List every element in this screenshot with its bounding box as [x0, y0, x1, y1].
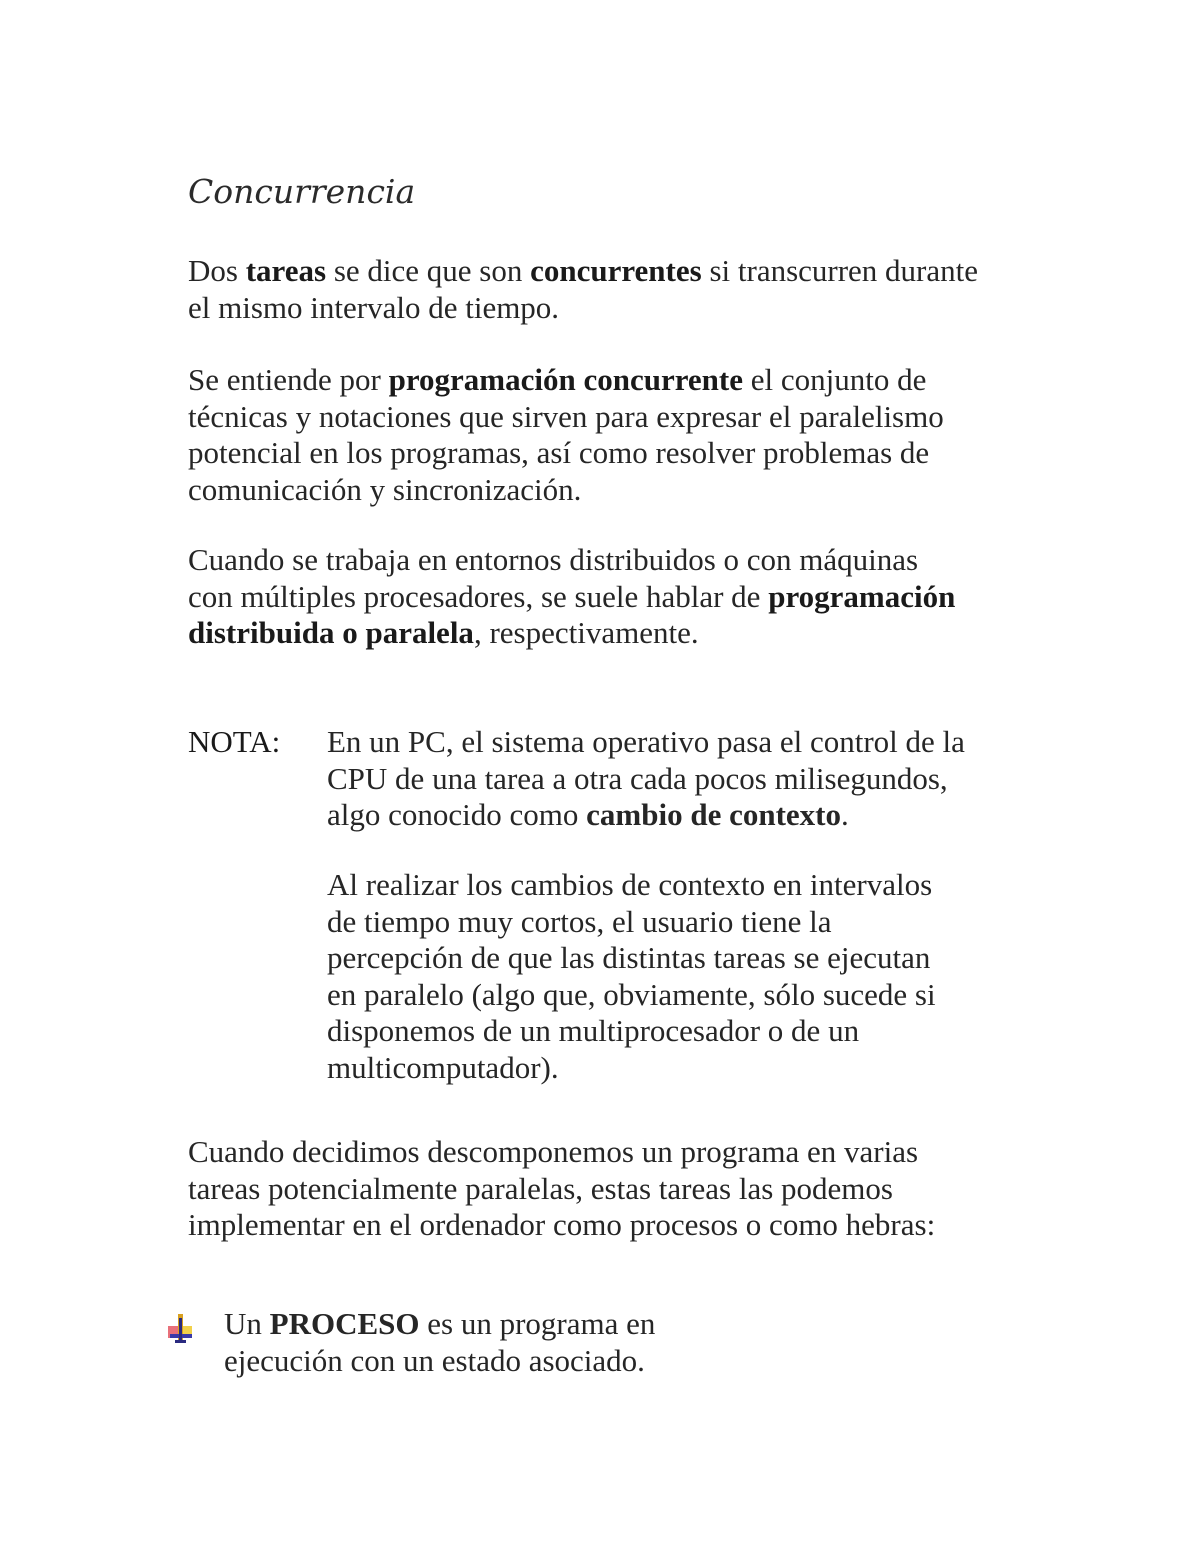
- text-line: comunicación y sincronización.: [188, 471, 582, 507]
- text-line: tareas potencialmente paralelas, estas tareas las podemos: [188, 1170, 893, 1206]
- note-paragraph-perception: [327, 867, 1027, 1086]
- text-line: Cuando se trabaja en entornos distribuidos o con máquinas: [188, 542, 919, 577]
- text-line: Al realizar los cambios de contexto en intervalos: [327, 867, 933, 902]
- bold-term-concurrentes: concurrentes: [530, 253, 702, 288]
- bold-term-proceso: PROCESO: [269, 1306, 420, 1341]
- paragraph-concurrent-programming: [188, 362, 1018, 508]
- text-line: Cuando decidimos descomponemos un programa en varias: [188, 1134, 919, 1169]
- text-run: si transcurren durante: [701, 253, 979, 288]
- text-line: CPU de una tarea a otra cada pocos milisegundos,: [327, 760, 948, 796]
- paragraph-processes-threads: [188, 1134, 1018, 1244]
- text-line: multicomputador).: [327, 1049, 559, 1085]
- text-line: implementar en el ordenador como procesos o como hebras:: [188, 1207, 936, 1242]
- text-line: [188, 253, 1018, 290]
- text-line: [188, 579, 1018, 616]
- bold-term-programacion: programación: [768, 578, 956, 614]
- bold-term-distribuida-o-paralela: distribuida o paralela: [188, 615, 474, 650]
- text-line: ejecución con un estado asociado.: [224, 1342, 645, 1378]
- note-label: NOTA:: [188, 724, 281, 759]
- text-line: potencial en los programas, así como resolver problemas de: [188, 435, 930, 470]
- paragraph-concurrent-tasks: [188, 253, 1018, 326]
- text-line: En un PC, el sistema operativo pasa el control de la: [327, 724, 965, 759]
- bold-term-programacion-concurrente: programación concurrente: [388, 362, 744, 397]
- text-run: algo conocido como: [327, 797, 587, 832]
- text-line: [224, 1306, 655, 1343]
- text-line: técnicas y notaciones que sirven para expresar el paralelismo: [188, 398, 944, 434]
- text-line: percepción de que las distintas tareas se ejecutan: [327, 940, 931, 975]
- text-run: Se entiende por: [188, 362, 389, 397]
- text-line: de tiempo muy cortos, el usuario tiene la: [327, 903, 832, 939]
- text-run: , respectivamente.: [473, 615, 699, 650]
- text-run: con múltiples procesadores, se suele hablar de: [188, 578, 769, 614]
- bold-term-tareas: tareas: [245, 253, 327, 288]
- note-paragraph-context-switch: [327, 724, 1027, 834]
- text-line: [327, 797, 1027, 834]
- text-line: [188, 362, 1018, 399]
- text-run: .: [840, 797, 849, 832]
- text-run: se dice que son: [326, 253, 531, 288]
- text-line: el mismo intervalo de tiempo.: [188, 289, 560, 325]
- text-run: Dos: [188, 253, 246, 288]
- page-title: Concurrencia: [188, 172, 416, 211]
- text-run: el conjunto de: [743, 362, 927, 397]
- bullet-item-proceso: [224, 1306, 655, 1379]
- push-pin-bullet-icon: [166, 1312, 196, 1346]
- text-line: en paralelo (algo que, obviamente, sólo sucede si: [327, 976, 936, 1012]
- paragraph-distributed-programming: [188, 542, 1018, 652]
- text-run: Un: [224, 1306, 270, 1341]
- text-run: es un programa en: [419, 1306, 656, 1341]
- text-line: disponemos de un multiprocesador o de un: [327, 1013, 860, 1048]
- text-line: [188, 615, 1018, 652]
- bold-term-cambio-de-contexto: cambio de contexto: [586, 797, 841, 832]
